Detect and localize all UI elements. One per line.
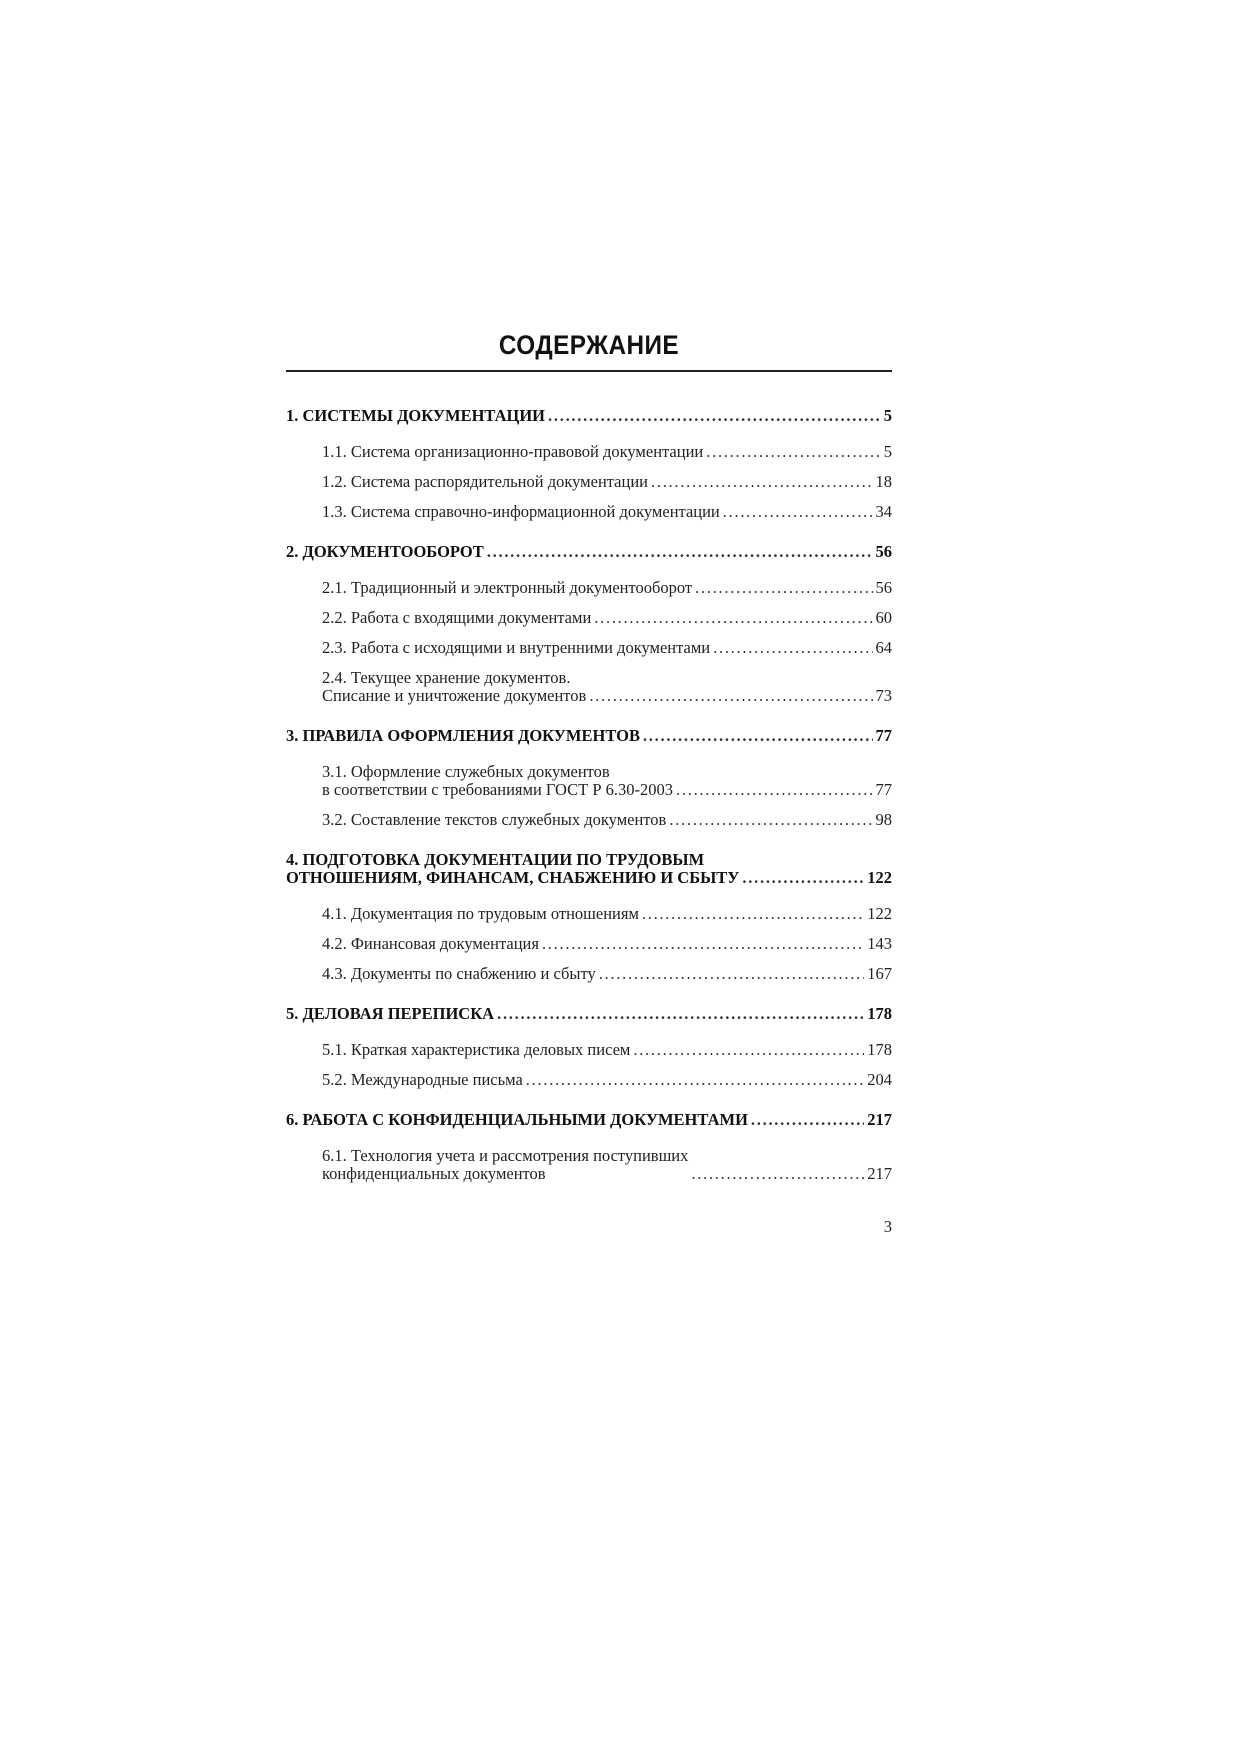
toc-chapter[interactable] <box>286 543 892 561</box>
toc-section[interactable] <box>286 503 892 521</box>
toc-page-number: 167 <box>867 964 892 983</box>
toc-section[interactable] <box>286 639 892 657</box>
toc-entry-title <box>322 1147 688 1183</box>
toc-section[interactable] <box>286 905 892 923</box>
toc-page-number: 122 <box>867 868 892 887</box>
toc-chapter[interactable] <box>286 1005 892 1023</box>
toc-entry-title <box>286 727 640 745</box>
toc-dot-leader <box>706 443 881 461</box>
toc-entry-title-line: 2.4. Текущее хранение документов. <box>322 668 571 687</box>
toc-entry-title <box>286 543 484 561</box>
toc-section[interactable] <box>286 669 892 705</box>
toc-entry-title-line: 5. ДЕЛОВАЯ ПЕРЕПИСКА <box>286 1004 495 1023</box>
toc-dot-leader <box>695 579 872 597</box>
toc-section[interactable] <box>286 579 892 597</box>
toc-entry-title-line: 2. ДОКУМЕНТООБОРОТ <box>286 542 484 561</box>
toc-entry-title <box>322 1041 630 1059</box>
toc-dot-leader <box>691 1165 864 1183</box>
toc-entry-title-line: 4. ПОДГОТОВКА ДОКУМЕНТАЦИИ ПО ТРУДОВЫМ <box>286 850 705 869</box>
page-title: СОДЕРЖАНИЕ <box>498 330 680 360</box>
toc-dot-leader <box>497 1005 864 1023</box>
toc-entry-title <box>322 763 673 799</box>
toc-dot-leader <box>594 609 872 627</box>
toc-dot-leader <box>751 1111 864 1129</box>
toc-page-number: 178 <box>867 1040 892 1059</box>
toc-entry-title-line: 4.2. Финансовая документация <box>322 934 539 953</box>
toc-dot-leader <box>713 639 872 657</box>
toc-dot-leader <box>599 965 865 983</box>
toc-page-number: 73 <box>875 686 892 705</box>
toc-entry-title-line: Списание и уничтожение документов <box>322 686 587 705</box>
toc-section[interactable] <box>286 965 892 983</box>
toc-page-number: 204 <box>867 1070 892 1089</box>
toc-entry-title-line: 3.2. Составление текстов служебных документов <box>322 810 667 829</box>
toc-section[interactable] <box>286 1147 892 1183</box>
toc-page-number: 64 <box>875 638 892 657</box>
toc-entry-title-line: 1.2. Система распорядительной документации <box>322 472 648 491</box>
toc-entry-title <box>322 443 703 461</box>
toc-entry-title <box>322 579 692 597</box>
toc-entry-title <box>322 965 596 983</box>
toc-section[interactable] <box>286 1071 892 1089</box>
toc-dot-leader <box>742 869 864 887</box>
toc-entry-title <box>322 639 710 657</box>
toc-page-number: 77 <box>875 726 892 745</box>
toc-section[interactable] <box>286 473 892 491</box>
toc-section[interactable] <box>286 1041 892 1059</box>
toc-entry-title <box>322 905 639 923</box>
toc-entry-title <box>322 935 539 953</box>
toc-page-number: 217 <box>867 1110 892 1129</box>
toc-entry-title-line: 3.1. Оформление служебных документов <box>322 762 610 781</box>
toc-entry-title <box>286 851 739 887</box>
toc-dot-leader <box>651 473 873 491</box>
toc-entry-title-line: 3. ПРАВИЛА ОФОРМЛЕНИЯ ДОКУМЕНТОВ <box>286 726 640 745</box>
toc-page-number: 56 <box>875 542 892 561</box>
toc-entry-title <box>322 1071 523 1089</box>
toc-entry-title <box>322 473 648 491</box>
toc-dot-leader <box>548 407 881 425</box>
toc-entry-title-line: 2.3. Работа с исходящими и внутренними документами <box>322 638 711 657</box>
toc-entry-title-line: 4.3. Документы по снабжению и сбыту <box>322 964 596 983</box>
toc-dot-leader <box>643 727 873 745</box>
toc-entry-title <box>322 609 591 627</box>
toc-chapter[interactable] <box>286 727 892 745</box>
toc-entry-title-line: 2.2. Работа с входящими документами <box>322 608 592 627</box>
toc-entry-title-line: конфиденциальных документов <box>322 1164 546 1183</box>
toc-page-number: 143 <box>867 934 892 953</box>
toc-page-number: 60 <box>875 608 892 627</box>
toc-entry-title-line: 1.1. Система организационно-правовой документации <box>322 442 704 461</box>
toc-entry-title-line: ОТНОШЕНИЯМ, ФИНАНСАМ, СНАБЖЕНИЮ И СБЫТУ <box>286 868 740 887</box>
page-number: 3 <box>883 1217 892 1236</box>
toc-dot-leader <box>723 503 873 521</box>
toc-entry-title <box>286 407 545 425</box>
toc-entry-title <box>286 1111 748 1129</box>
toc-section[interactable] <box>286 609 892 627</box>
toc-entry-title-line: 6.1. Технология учета и рассмотрения поступивших <box>322 1146 689 1165</box>
toc-page-number: 5 <box>883 406 892 425</box>
toc-entry-title-line: 5.1. Краткая характеристика деловых писем <box>322 1040 631 1059</box>
toc-entry-title <box>322 669 586 705</box>
toc-chapter[interactable] <box>286 407 892 425</box>
toc-page-number: 77 <box>875 780 892 799</box>
title-divider <box>286 370 892 372</box>
toc-page-number: 98 <box>875 810 892 829</box>
toc-page-number: 34 <box>875 502 892 521</box>
toc-dot-leader <box>633 1041 864 1059</box>
toc-dot-leader <box>487 543 873 561</box>
toc-entry-title-line: 1.3. Система справочно-информационной документации <box>322 502 720 521</box>
toc-entry-title-line: 5.2. Международные письма <box>322 1070 523 1089</box>
toc-section[interactable] <box>286 443 892 461</box>
toc-page-number: 178 <box>867 1004 892 1023</box>
toc-dot-leader <box>669 811 872 829</box>
toc-entry-title <box>322 811 666 829</box>
toc-section[interactable] <box>286 935 892 953</box>
toc-section[interactable] <box>286 763 892 799</box>
toc-page-number: 5 <box>883 442 892 461</box>
toc-dot-leader <box>526 1071 864 1089</box>
toc-entry-title <box>322 503 720 521</box>
toc-dot-leader <box>642 905 864 923</box>
toc-chapter[interactable] <box>286 1111 892 1129</box>
toc-page-number: 56 <box>875 578 892 597</box>
toc-entry-title <box>286 1005 494 1023</box>
toc-entry-title-line: 4.1. Документация по трудовым отношениям <box>322 904 639 923</box>
toc-dot-leader <box>542 935 864 953</box>
toc-page-number: 217 <box>867 1164 892 1183</box>
toc-entry-title-line: 2.1. Традиционный и электронный документооборот <box>322 578 693 597</box>
toc-dot-leader <box>589 687 872 705</box>
toc-section[interactable] <box>286 811 892 829</box>
toc-entry-title-line: 6. РАБОТА С КОНФИДЕНЦИАЛЬНЫМИ ДОКУМЕНТАМИ <box>286 1110 748 1129</box>
toc-page-number: 122 <box>867 904 892 923</box>
table-of-contents <box>286 407 892 1183</box>
toc-entry-title-line: 1. СИСТЕМЫ ДОКУМЕНТАЦИИ <box>286 406 546 425</box>
toc-page-number: 18 <box>875 472 892 491</box>
toc-chapter[interactable] <box>286 851 892 887</box>
toc-dot-leader <box>676 781 872 799</box>
toc-entry-title-line: в соответствии с требованиями ГОСТ Р 6.30-2003 <box>322 780 674 799</box>
